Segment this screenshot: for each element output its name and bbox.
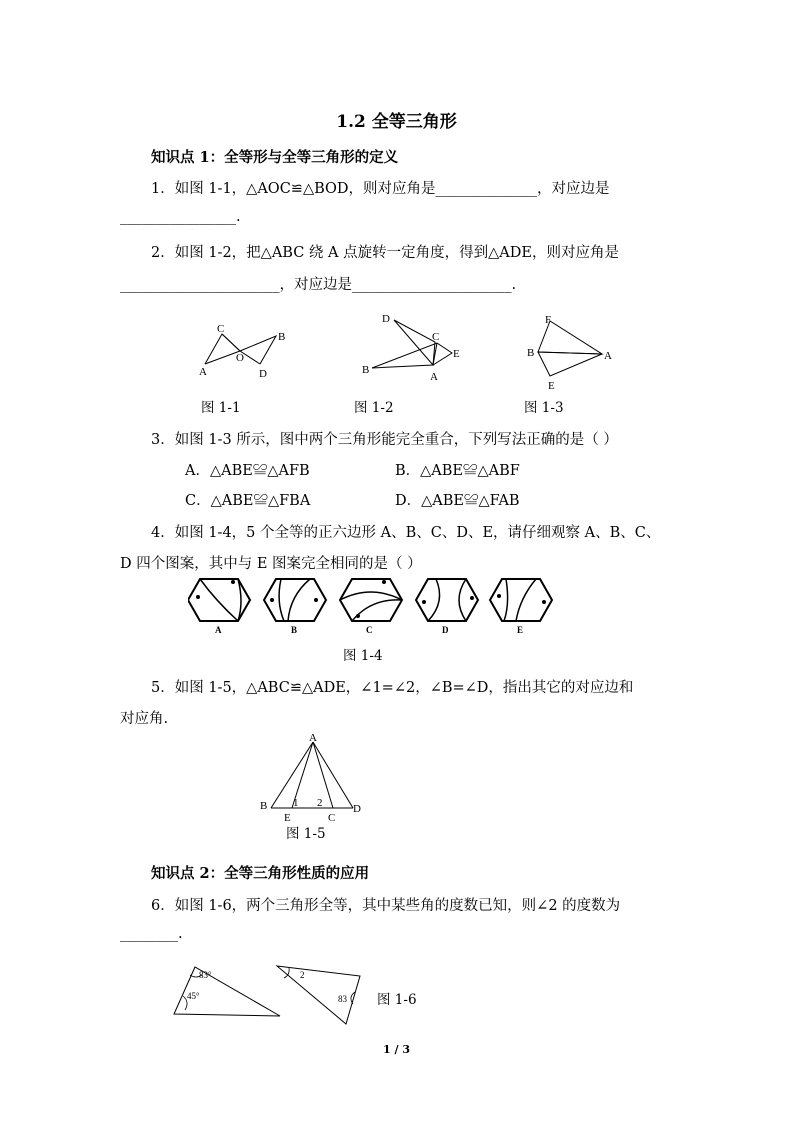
section-heading-2: 知识点 2：全等三角形性质的应用: [151, 865, 370, 882]
fig1-2-label-a: A: [430, 371, 438, 383]
figure-1-5-caption: 图 1-5: [286, 826, 326, 842]
fig1-2-label-e: E: [453, 348, 460, 360]
fig1-3-label-a: A: [604, 350, 612, 362]
question-4-line-2: D 四个图案，其中与 E 图案完全相同的是（ ）: [120, 556, 422, 572]
figure-1-4-caption: 图 1-4: [343, 648, 383, 664]
figure-1-1: [190, 318, 300, 386]
fig1-1-label-d: D: [259, 368, 267, 380]
question-5-line-2: 对应角.: [120, 711, 169, 727]
figure-1-3: [522, 312, 617, 392]
figure-1-3-caption: 图 1-3: [524, 400, 564, 416]
fig1-1-label-c: C: [217, 323, 225, 335]
question-5-line-1: 5．如图 1-5，△ABC≌△ADE，∠1=∠2，∠B=∠D，指出其它的对应边和: [151, 680, 634, 696]
fig1-6-label-83: 83: [338, 994, 347, 1004]
question-6-line-2: ________.: [120, 926, 183, 942]
question-3-option-c: C．△ABE≌△FBA: [185, 493, 311, 509]
question-3-option-d: D．△ABE≌△FAB: [395, 493, 520, 509]
hexagon-d: [416, 579, 478, 621]
fig1-5-label-e: E: [284, 812, 291, 824]
fig1-3-label-b: B: [527, 347, 535, 359]
fig1-5-label-a: A: [309, 732, 317, 744]
figure-1-6: [170, 962, 380, 1032]
fig1-3-label-e: E: [548, 380, 555, 392]
question-2-line-1: 2．如图 1-2，把△ABC 绕 A 点旋转一定角度，得到△ADE，则对应角是: [151, 245, 619, 261]
figure-1-1-caption: 图 1-1: [201, 400, 241, 416]
fig1-5-label-1: 1: [293, 797, 299, 809]
fig1-2-label-d: D: [382, 313, 390, 325]
hexagon-c: [340, 579, 402, 621]
fig1-6-label-angle-2: 2: [300, 970, 305, 980]
hexagon-label-b: B: [291, 625, 298, 635]
figure-1-5: [255, 732, 370, 830]
fig1-5-label-c: C: [328, 812, 336, 824]
fig1-1-label-o: O: [236, 352, 244, 364]
hexagon-label-c: C: [366, 625, 373, 635]
figure-1-4: [188, 576, 558, 636]
figure-1-6-caption: 图 1-6: [377, 992, 417, 1008]
hexagon-e: [490, 579, 552, 621]
hexagon-label-d: D: [442, 625, 449, 635]
hexagon-label-a: A: [215, 625, 222, 635]
hexagon-a: [188, 579, 250, 621]
question-4-line-1: 4．如图 1-4，5 个全等的正六边形 A、B、C、D、E，请仔细观察 A、B、C、: [151, 525, 661, 541]
question-3-option-a: A．△ABE≌△AFB: [185, 463, 310, 479]
question-3-stem: 3．如图 1-3 所示，图中两个三角形能完全重合，下列写法正确的是（ ）: [151, 432, 618, 448]
fig1-2-label-b: B: [362, 364, 370, 376]
fig1-1-label-a: A: [199, 366, 207, 378]
fig1-3-label-f: F: [545, 314, 552, 326]
fig1-6-label-45-degrees: 45°: [187, 991, 200, 1001]
question-3-option-b: B．△ABE≌△ABF: [395, 463, 520, 479]
fig1-5-label-d: D: [353, 803, 361, 815]
question-6-line-1: 6．如图 1-6，两个三角形全等，其中某些角的度数已知，则∠2 的度数为: [151, 898, 621, 914]
fig1-1-label-b: B: [278, 331, 286, 343]
fig1-2-label-c: C: [432, 331, 440, 343]
figure-1-2: [358, 310, 468, 386]
question-1-line-1: 1．如图 1-1，△AOC≌△BOD，则对应角是______________，对应边是: [151, 181, 610, 197]
section-heading-1: 知识点 1：全等形与全等三角形的定义: [151, 149, 399, 166]
figure-1-2-caption: 图 1-2: [354, 400, 394, 416]
hexagon-label-e: E: [517, 625, 524, 635]
question-1-line-2: ________________.: [120, 209, 241, 225]
question-2-line-2: ______________________，对应边是______________________.: [120, 277, 517, 293]
fig1-5-label-2: 2: [317, 797, 323, 809]
page-number: 1 / 3: [383, 1043, 410, 1056]
page-title: 1.2 全等三角形: [336, 112, 457, 132]
hexagon-b: [264, 579, 326, 621]
fig1-5-label-b: B: [260, 800, 268, 812]
fig1-6-label-83-degrees: 83°: [199, 970, 212, 980]
